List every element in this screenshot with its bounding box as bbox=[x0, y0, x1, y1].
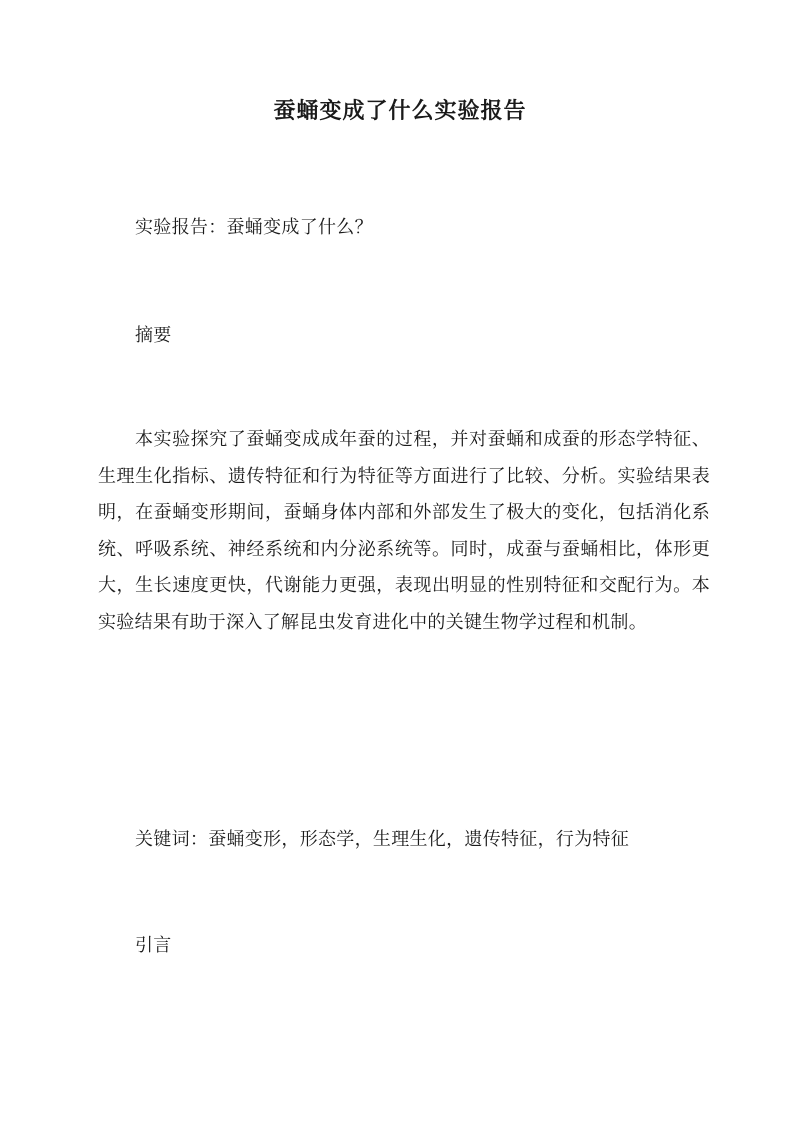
report-subtitle: 实验报告：蚕蛹变成了什么？ bbox=[135, 217, 373, 238]
page-title: 蚕蛹变成了什么实验报告 bbox=[273, 98, 527, 124]
abstract-paragraph: 本实验探究了蚕蛹变成成年蚕的过程，并对蚕蛹和成蚕的形态学特征、生理生化指标、遗传特征和行为特征等方面进行了比较、分析。实验结果表明，在蚕蛹变形期间，蚕蛹身体内部和外部发生了极大的变化，包括消化系统、呼吸系统、神经系统和内分泌系统等。同时，成蚕与蚕蛹相比，体形更大，生长速度更快，代谢能力更强，表现出明显的性别特征和交配行为。本实验结果有助于深入了解昆虫发育进化中的关键生物学过程和机制。 bbox=[98, 429, 710, 633]
keywords-line: 关键词：蚕蛹变形，形态学，生理生化，遗传特征，行为特征 bbox=[135, 829, 630, 850]
abstract-heading: 摘要 bbox=[135, 325, 172, 346]
introduction-heading: 引言 bbox=[135, 935, 172, 956]
